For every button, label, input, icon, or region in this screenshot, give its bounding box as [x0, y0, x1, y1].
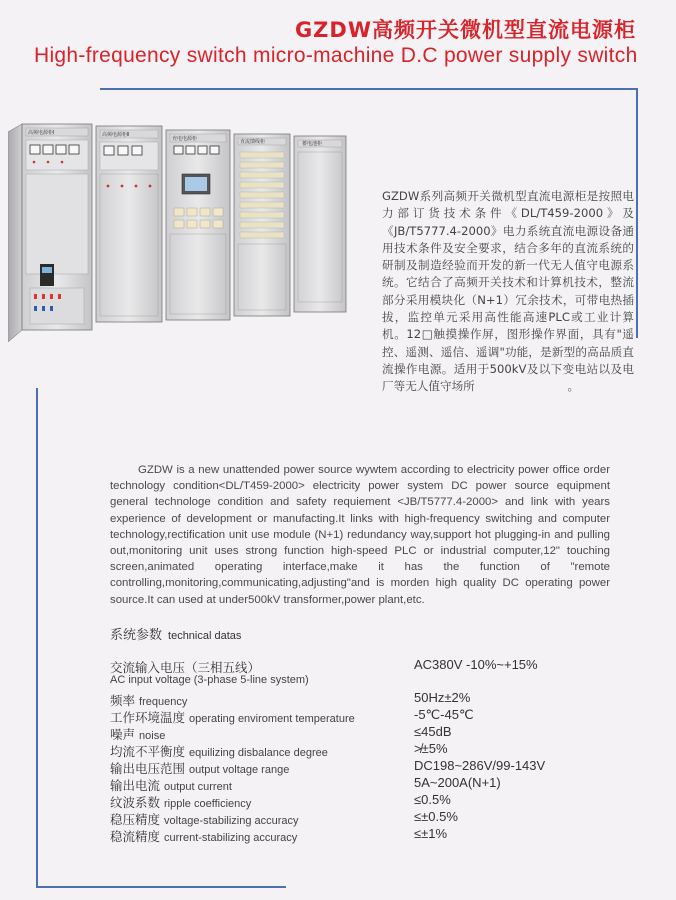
spec-value: AC380V -10%~+15% [414, 657, 538, 672]
spec-value: 50Hz±2% [414, 690, 471, 705]
spec-value: -5℃-45℃ [414, 707, 474, 722]
spec-value: ≤±1% [414, 826, 448, 841]
spec-row [110, 657, 610, 674]
cabinet-5-label: 蓄电池柜 [302, 141, 323, 147]
spec-value: ≤45dB [414, 724, 452, 739]
spec-row [110, 741, 610, 758]
spec-label-cn: 工作环境温度 [110, 710, 186, 725]
description-english: GZDW is a new unattended power source wywtem according to electricity power office order technology condition<DL/T459-2000> electricity power system DC power source equipment general technologe condition and safety requiement <JB/T5777.4-2000> and link with years experience of development or manufacting.It links with high-frequency switching and computer technology,rectification unit use module (N+1) redundancy way,support hot plugging-in and pulling out,monitoring unit uses strong function high-speed PLC or industrial computer,12" touching screen,animated operating interface,make it has the function of "remote controlling,monitoring,communicating,adjusting"and is morden high quality DC operating power source.It can used at under500kV transformer,power plant,etc. [110, 464, 610, 606]
spec-label-cn: 噪声 [110, 727, 136, 742]
spec-label-en: noise [139, 730, 166, 742]
cabinet-5 [294, 136, 346, 312]
spec-row [110, 826, 610, 843]
spec-label-cn: 输出电流 [110, 778, 161, 793]
spec-label-cn: 交流输入电压（三相五线） [110, 660, 261, 675]
cabinet-1-label: 高频电源柜Ⅰ [28, 130, 55, 136]
specs-heading-en: technical datas [168, 630, 242, 642]
spec-label-en: voltage-stabilizing accuracy [164, 815, 299, 827]
spec-label-cn: 稳流精度 [110, 829, 161, 844]
spec-row [110, 792, 610, 809]
spec-value: DC198~286V/99-143V [414, 758, 546, 773]
spec-label-cn: 稳压精度 [110, 812, 161, 827]
spec-label-en: operating enviroment temperature [189, 713, 355, 725]
cabinet-2-label: 高频电源柜Ⅱ [102, 132, 130, 138]
spec-value: ≯±5% [414, 741, 448, 756]
spec-label-en: output voltage range [189, 764, 290, 776]
title-chinese: GZDW高频开关微机型直流电源柜 [294, 18, 636, 42]
description-chinese: GZDW系列高频开关微机型直流电源柜是按照电力部订货技术条件《DL/T459-2000》及《JB/T5777.4-2000》电力系统直流电源设备通用技术条件及安全要求，结合多年的直流系统的研制及制造经验而开发的新一代无人值守电源系统。它结合了高频开关技术和计算机技术，整流部分采用模块化（N+1）冗余技术，可带电热插拔，监控单元采用高性能高速PLC或工业计算机。12□触摸操作屏，图形操作界面，具有"遥控、遥测、遥信、遥调"功能，是新型的高品质直流操作电源。适用于500kV及以下变电站以及电厂等无人值守场所 。 [382, 189, 634, 394]
specs-heading-cn: 系统参数 [110, 628, 163, 643]
spec-label-cn: 频率 [110, 693, 136, 708]
spec-value: ≤±0.5% [414, 809, 458, 824]
cabinet-4-label: 直流馈线柜 [240, 139, 266, 145]
spec-row [110, 775, 610, 792]
spec-row [110, 809, 610, 826]
frame-line-bottom [36, 886, 286, 888]
spec-value: 5A~200A(N+1) [414, 775, 501, 790]
spec-label-en: ripple coefficiency [164, 798, 252, 810]
spec-label-en: output current [164, 781, 232, 793]
spec-label-en: frequency [139, 696, 188, 708]
spec-value: ≤0.5% [414, 792, 451, 807]
frame-line-left [36, 388, 38, 888]
cabinet-3-label: 充电电源柜 [172, 136, 198, 142]
spec-label-en: equilizing disbalance degree [189, 747, 328, 759]
title-english: High-frequency switch micro-machine D.C power supply switch [34, 44, 638, 67]
spec-label-en: current-stabilizing accuracy [164, 832, 298, 844]
product-photo [8, 112, 353, 342]
cabinet-4 [234, 134, 290, 316]
spec-row [110, 758, 610, 775]
spec-label-cn: 均流不平衡度 [110, 744, 186, 759]
spec-row [110, 724, 610, 741]
spec-label-en: AC input voltage (3-phase 5-line system) [110, 674, 309, 686]
spec-label-cn: 输出电压范围 [110, 761, 186, 776]
spec-row [110, 707, 610, 724]
frame-line-top [100, 88, 638, 90]
cabinet-2 [96, 126, 162, 322]
cabinet-1 [22, 124, 92, 330]
specs-heading [110, 624, 241, 643]
frame-line-right [636, 88, 638, 338]
cabinet-3 [166, 130, 230, 320]
spec-row [110, 690, 610, 707]
spec-label-cn: 纹波系数 [110, 795, 161, 810]
